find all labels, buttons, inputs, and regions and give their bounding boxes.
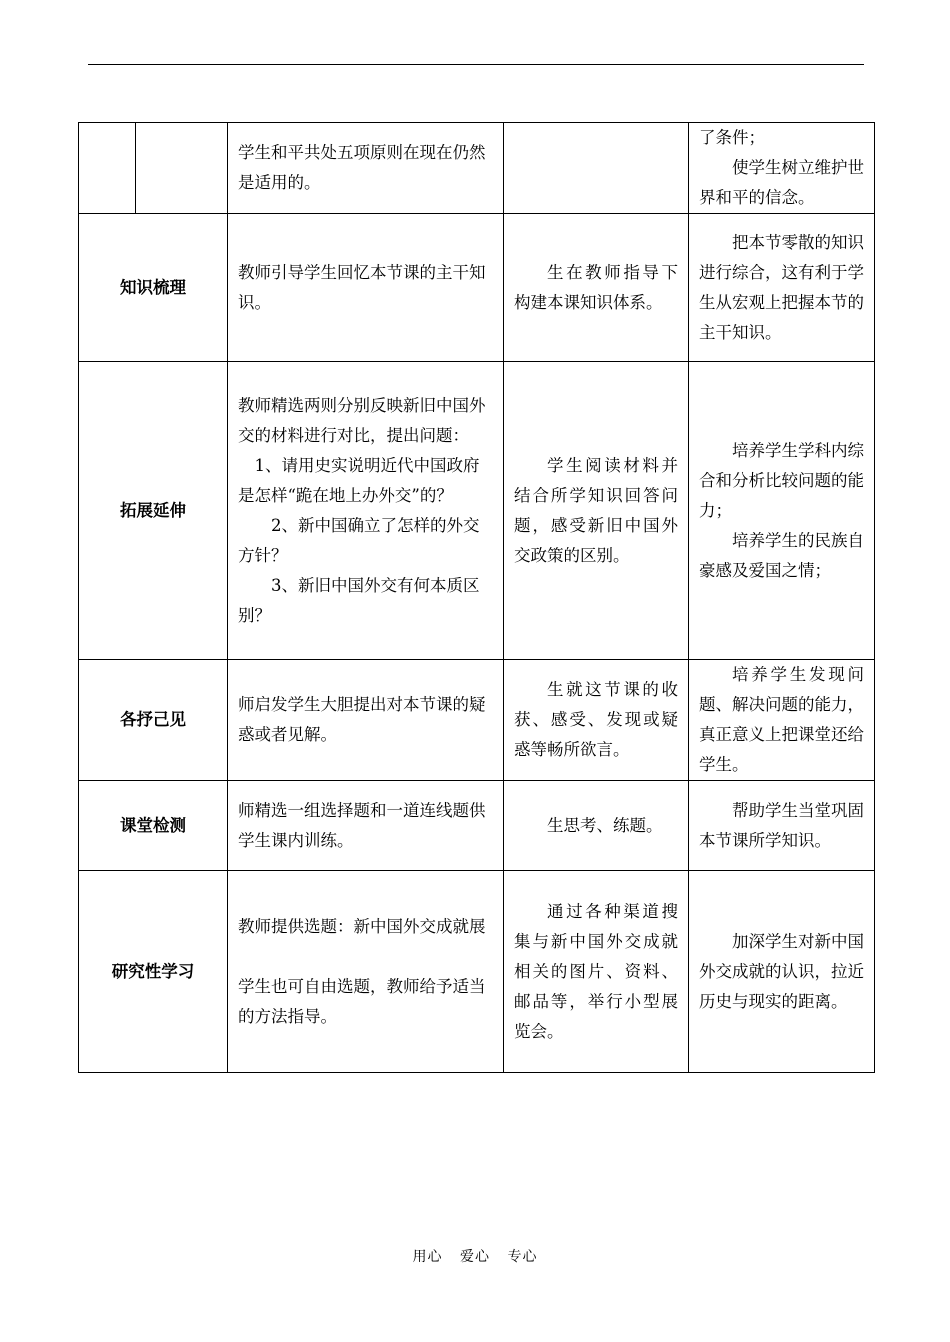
table-row — [79, 871, 875, 1073]
table-row — [79, 123, 875, 214]
teacher-activity-cell — [228, 871, 504, 1073]
intent-text: 加深学生对新中国外交成就的认识，拉近历史与现实的距离。 — [699, 931, 864, 1011]
teacher-text: 师启发学生大胆提出对本节课的疑惑或者见解。 — [238, 695, 486, 744]
table-row — [79, 214, 875, 362]
stage-label: 各抒己见 — [79, 660, 228, 781]
intent-text: 培养学生学科内综合和分析比较问题的能力； — [699, 440, 864, 520]
teacher-activity-cell — [228, 362, 504, 660]
student-activity-cell — [504, 214, 689, 362]
intent-text: 使学生树立维护世界和平的信念。 — [699, 158, 864, 207]
teacher-activity-cell — [228, 781, 504, 871]
table-row — [79, 781, 875, 871]
teacher-text: 教师精选两则分别反映新旧中国外交的材料进行对比，提出问题： — [238, 395, 486, 445]
intent-text: 把本节零散的知识进行综合，这有利于学生从宏观上把握本节的主干知识。 — [699, 232, 864, 342]
teacher-text: 教师提供选题：新中国外交成就展 — [238, 916, 486, 936]
teacher-activity-cell — [228, 214, 504, 362]
teacher-question: 3、新旧中国外交有何本质区别？ — [238, 575, 480, 625]
design-intent-cell — [689, 781, 875, 871]
table-row — [79, 362, 875, 660]
table-row — [79, 660, 875, 781]
student-activity-cell — [504, 362, 689, 660]
teacher-question: 1、请用史实说明近代中国政府是怎样“跪在地上办外交”的？ — [238, 455, 480, 505]
design-intent-cell — [689, 871, 875, 1073]
teacher-text: 教师引导学生回忆本节课的主干知识。 — [238, 262, 486, 312]
teacher-text: 学生和平共处五项原则在现在仍然是适用的。 — [238, 143, 486, 192]
teacher-activity-cell — [228, 660, 504, 781]
design-intent-cell — [689, 660, 875, 781]
intent-text: 帮助学生当堂巩固本节课所学知识。 — [699, 800, 864, 850]
student-text: 通过各种渠道搜集与新中国外交成就相关的图片、资料、邮品等，举行小型展览会。 — [514, 901, 678, 1041]
stage-cell-right — [136, 123, 228, 214]
student-activity-cell — [504, 781, 689, 871]
teacher-activity-cell — [228, 123, 504, 214]
lesson-plan-table — [78, 122, 875, 1073]
student-activity-cell — [504, 123, 689, 214]
stage-label: 研究性学习 — [79, 871, 228, 1073]
design-intent-cell — [689, 362, 875, 660]
teacher-text: 学生也可自由选题，教师给予适当的方法指导。 — [238, 976, 486, 1026]
student-activity-cell — [504, 871, 689, 1073]
stage-label: 课堂检测 — [79, 781, 228, 871]
teacher-text: 师精选一组选择题和一道连线题供学生课内训练。 — [238, 800, 486, 850]
intent-text: 培养学生的民族自豪感及爱国之情； — [699, 530, 864, 580]
design-intent-cell — [689, 214, 875, 362]
header-rule — [88, 64, 864, 65]
stage-cell-left — [79, 123, 136, 214]
page-footer: 用心 爱心 专心 — [412, 1249, 538, 1265]
student-text: 生思考、练题。 — [547, 815, 663, 835]
student-activity-cell — [504, 660, 689, 781]
student-text: 学生阅读材料并结合所学知识回答问题，感受新旧中国外交政策的区别。 — [514, 455, 678, 565]
teacher-question: 2、新中国确立了怎样的外交方针？ — [238, 515, 480, 565]
student-text: 生在教师指导下构建本课知识体系。 — [514, 262, 678, 312]
stage-label: 拓展延伸 — [79, 362, 228, 660]
stage-label: 知识梳理 — [79, 214, 228, 362]
student-text: 生就这节课的收获、感受、发现或疑惑等畅所欲言。 — [514, 680, 678, 759]
intent-text: 培养学生发现问题、解决问题的能力，真正意义上把课堂还给学生。 — [699, 665, 864, 774]
intent-text: 了条件； — [699, 128, 765, 147]
design-intent-cell — [689, 123, 875, 214]
